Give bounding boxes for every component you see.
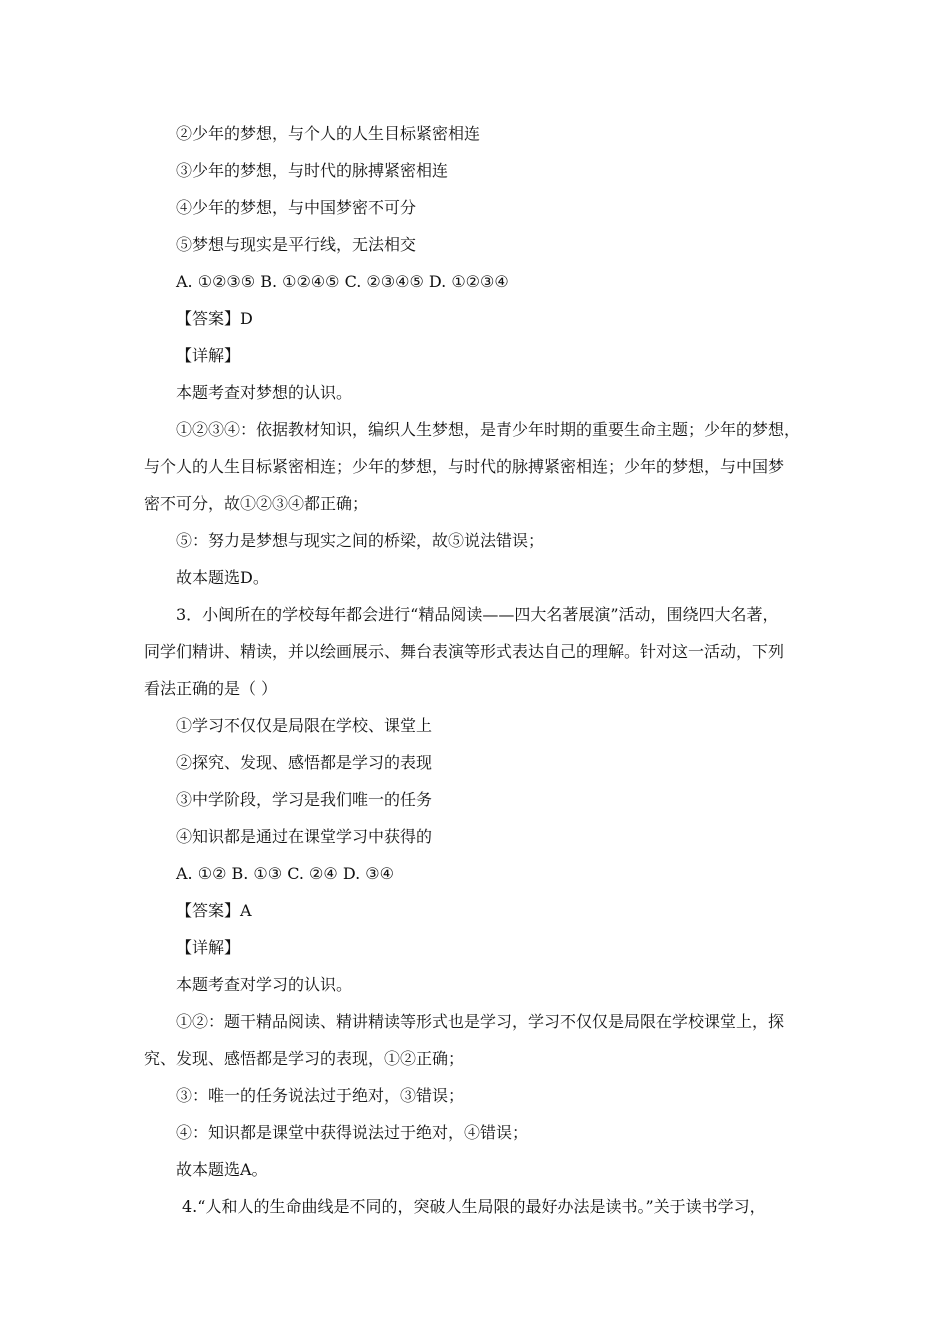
q3-detail-paragraph-2: ③：唯一的任务说法过于绝对，③错误；: [176, 1086, 465, 1105]
q3-conclusion: 故本题选A。: [176, 1160, 268, 1179]
q3-stem-cont2: 看法正确的是（ ）: [144, 679, 278, 698]
q3-stem-cont: 同学们精讲、精读，并以绘画展示、舞台表演等形式表达自己的理解。针对这一活动，下列: [144, 642, 785, 661]
q2-option-3: ③少年的梦想，与时代的脉搏紧密相连: [176, 161, 449, 180]
q3-option-1: ①学习不仅仅是局限在学校、课堂上: [176, 716, 433, 735]
q3-detail-intro: 本题考查对学习的认识。: [176, 975, 353, 994]
q2-detail-paragraph-1-cont2: 密不可分，故①②③④都正确；: [144, 494, 369, 513]
q3-option-2: ②探究、发现、感悟都是学习的表现: [176, 753, 433, 772]
q3-detail-heading: 【详解】: [176, 938, 241, 957]
q4-stem: 4.“人和人的生命曲线是不同的，突破人生局限的最好办法是读书。”关于读书学习，: [182, 1197, 766, 1216]
q3-option-3: ③中学阶段，学习是我们唯一的任务: [176, 790, 433, 809]
q2-conclusion: 故本题选D。: [176, 568, 269, 587]
q3-detail-paragraph-1-cont: 究、发现、感悟都是学习的表现，①②正确；: [144, 1049, 465, 1068]
q2-option-5: ⑤梦想与现实是平行线，无法相交: [176, 235, 417, 254]
q2-detail-heading: 【详解】: [176, 346, 241, 365]
q3-detail-paragraph-3: ④：知识都是课堂中获得说法过于绝对，④错误；: [176, 1123, 529, 1142]
q2-detail-paragraph-1: ①②③④：依据教材知识，编织人生梦想，是青少年时期的重要生命主题；少年的梦想，: [176, 420, 801, 439]
q2-option-4: ④少年的梦想，与中国梦密不可分: [176, 198, 417, 217]
q3-choices: A. ①② B. ①③ C. ②④ D. ③④: [176, 864, 394, 883]
q3-answer: 【答案】A: [176, 901, 252, 920]
q2-detail-paragraph-2: ⑤：努力是梦想与现实之间的桥梁，故⑤说法错误；: [176, 531, 545, 550]
q2-detail-intro: 本题考查对梦想的认识。: [176, 383, 353, 402]
q2-choices: A. ①②③⑤ B. ①②④⑤ C. ②③④⑤ D. ①②③④: [176, 272, 509, 291]
q3-detail-paragraph-1: ①②：题干精品阅读、精讲精读等形式也是学习，学习不仅仅是局限在学校课堂上，探: [176, 1012, 785, 1031]
q2-answer: 【答案】D: [176, 309, 253, 328]
q2-detail-paragraph-1-cont: 与个人的人生目标紧密相连；少年的梦想，与时代的脉搏紧密相连；少年的梦想，与中国梦: [144, 457, 785, 476]
q3-stem: 3．小闽所在的学校每年都会进行“精品阅读——四大名著展演”活动，围绕四大名著，: [176, 605, 779, 624]
q2-option-2: ②少年的梦想，与个人的人生目标紧密相连: [176, 124, 481, 143]
q3-option-4: ④知识都是通过在课堂学习中获得的: [176, 827, 433, 846]
